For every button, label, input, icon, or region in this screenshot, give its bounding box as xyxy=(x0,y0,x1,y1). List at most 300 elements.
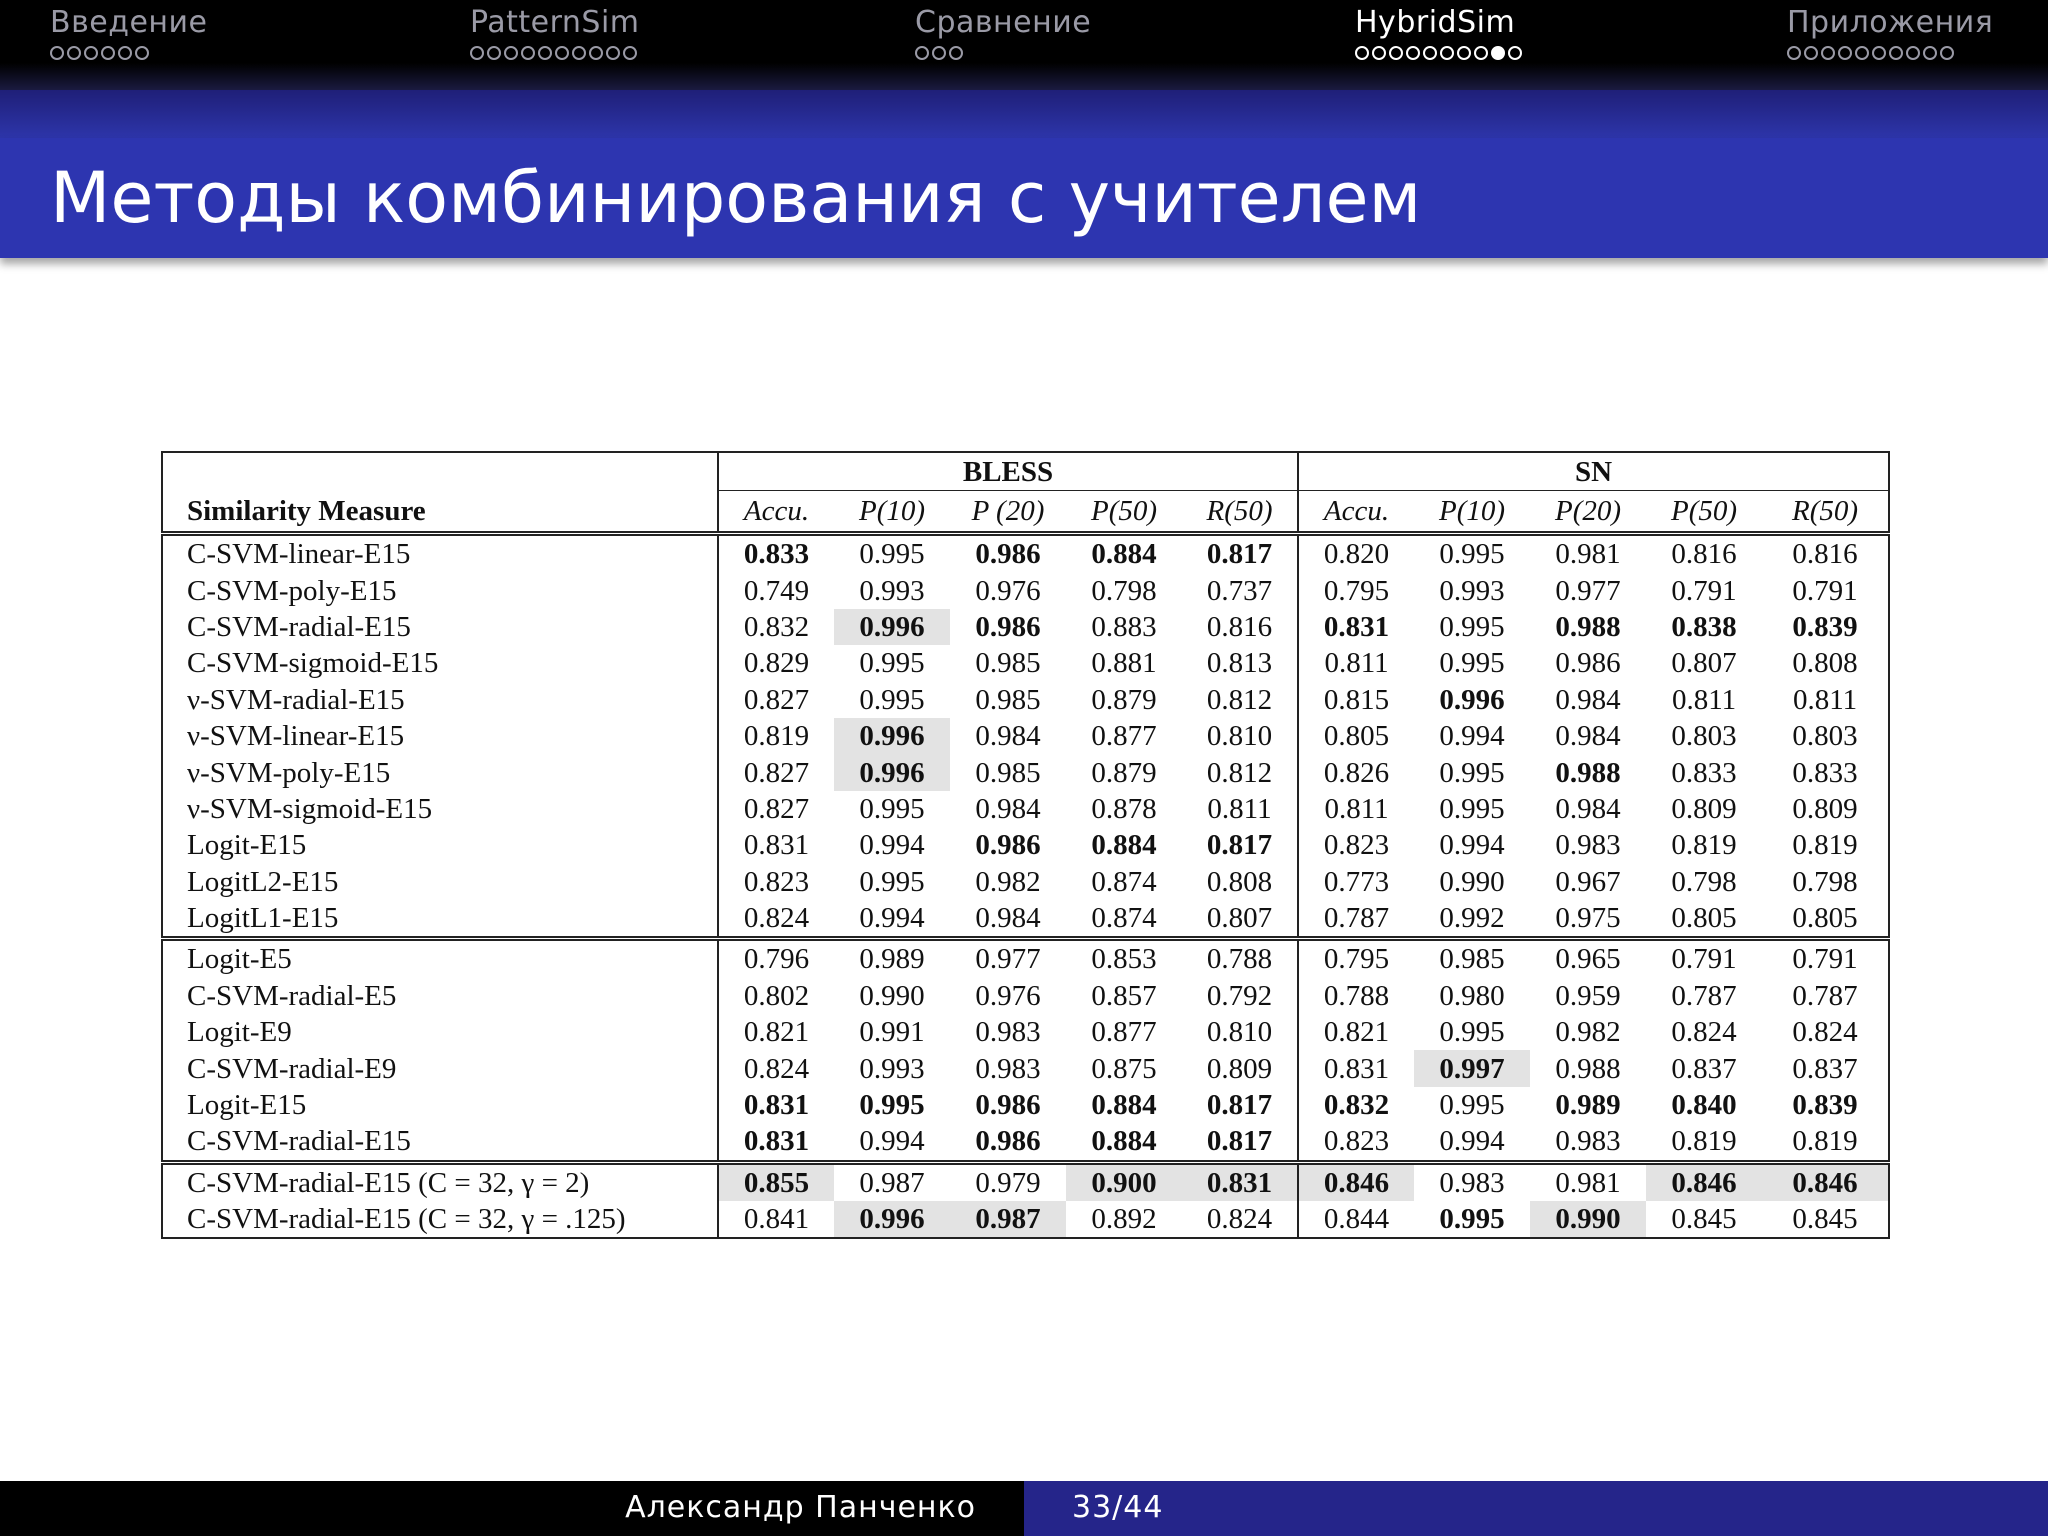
nav-progress-dot[interactable] xyxy=(101,46,115,60)
table-cell: 0.977 xyxy=(1555,574,1621,607)
table-cell: 0.988 xyxy=(1555,610,1621,643)
table-cell: 0.817 xyxy=(1182,1087,1298,1123)
table-cell: 0.824 xyxy=(743,1052,810,1085)
row-measure-name: LogitL1-E15 xyxy=(162,900,718,939)
table-cell: 0.791 xyxy=(1762,939,1889,978)
nav-progress-dot[interactable] xyxy=(1406,46,1420,60)
nav-progress-dot[interactable] xyxy=(84,46,98,60)
table-cell: 0.737 xyxy=(1182,572,1298,608)
table-row xyxy=(162,1050,1889,1086)
table-cell: 0.819 xyxy=(1646,1123,1762,1162)
table-cell: 0.798 xyxy=(1091,574,1157,607)
column-header: R(50) xyxy=(1182,491,1298,534)
table-cell: 0.808 xyxy=(1182,864,1298,900)
table-cell: 0.802 xyxy=(743,979,810,1012)
table-cell: 0.817 xyxy=(1182,827,1298,863)
table-cell: 0.831 xyxy=(1323,1052,1390,1085)
table-cell: 0.831 xyxy=(743,829,810,862)
table-cell: 0.983 xyxy=(1530,1123,1646,1162)
table-cell: 0.984 xyxy=(975,720,1041,753)
column-header: P(50) xyxy=(1066,491,1182,534)
table-body xyxy=(162,534,1889,1239)
table-cell: 0.841 xyxy=(718,1201,834,1238)
table-cell: 0.983 xyxy=(975,1052,1041,1085)
table-cell: 0.846 xyxy=(1762,1162,1889,1201)
table-cell: 0.812 xyxy=(1182,682,1298,718)
table-cell: 0.884 xyxy=(1091,1089,1157,1122)
table-cell: 0.883 xyxy=(1091,610,1157,643)
table-cell: 0.813 xyxy=(1182,645,1298,681)
table-cell: 0.796 xyxy=(718,939,834,978)
table-cell: 0.959 xyxy=(1555,979,1621,1012)
table-cell: 0.983 xyxy=(1555,829,1621,862)
table-cell: 0.983 xyxy=(1414,1162,1530,1201)
table-cell: 0.807 xyxy=(1182,900,1298,939)
table-row xyxy=(162,534,1889,573)
footer-author-panel xyxy=(0,1481,1024,1536)
table-cell: 0.819 xyxy=(1762,827,1889,863)
table-cell: 0.837 xyxy=(1762,1050,1889,1086)
nav-progress-dot[interactable] xyxy=(555,46,569,60)
table-cell: 0.995 xyxy=(1439,756,1505,789)
column-header: Accu. xyxy=(718,491,834,534)
nav-progress-dot[interactable] xyxy=(538,46,552,60)
table-row xyxy=(162,718,1889,754)
nav-section-title: Сравнение xyxy=(915,5,1092,40)
table-row xyxy=(162,978,1889,1014)
table-cell: 0.994 xyxy=(1439,829,1505,862)
table-cell: 0.798 xyxy=(1762,864,1889,900)
table-cell: 0.990 xyxy=(859,979,925,1012)
table-cell: 0.827 xyxy=(743,756,810,789)
nav-progress-dot[interactable] xyxy=(521,46,535,60)
table-cell: 0.810 xyxy=(1182,1014,1298,1050)
group-header-row xyxy=(162,452,1889,491)
table-row xyxy=(162,1087,1889,1123)
table-cell: 0.989 xyxy=(1555,1089,1621,1122)
table-cell: 0.996 xyxy=(1439,683,1505,716)
table-cell: 0.994 xyxy=(834,900,950,939)
nav-progress-dot[interactable] xyxy=(932,46,946,60)
table-cell: 0.995 xyxy=(1439,647,1505,680)
table-cell: 0.995 xyxy=(1414,1201,1530,1238)
table-cell: 0.819 xyxy=(1671,829,1737,862)
table-cell: 0.994 xyxy=(1439,720,1505,753)
nav-progress-dot[interactable] xyxy=(1855,46,1869,60)
nav-progress-dot[interactable] xyxy=(1440,46,1454,60)
table-cell: 0.878 xyxy=(1091,792,1157,825)
row-measure-name: ν-SVM-linear-E15 xyxy=(162,718,718,754)
nav-progress-dot[interactable] xyxy=(1787,46,1801,60)
table-cell: 0.810 xyxy=(1182,718,1298,754)
table-cell: 0.805 xyxy=(1762,900,1889,939)
table-cell: 0.839 xyxy=(1762,1087,1889,1123)
nav-progress-dot[interactable] xyxy=(949,46,963,60)
table-cell: 0.892 xyxy=(1066,1201,1182,1238)
table-cell: 0.857 xyxy=(1091,979,1157,1012)
nav-progress-dots xyxy=(1787,46,1993,60)
table-cell: 0.831 xyxy=(1182,1162,1298,1201)
table-cell: 0.993 xyxy=(859,1052,925,1085)
table-cell: 0.795 xyxy=(1298,939,1414,978)
table-cell: 0.985 xyxy=(975,683,1041,716)
column-header: P(10) xyxy=(1414,491,1530,534)
table-cell: 0.900 xyxy=(1066,1162,1182,1201)
table-cell: 0.824 xyxy=(718,900,834,939)
table-cell: 0.788 xyxy=(1323,979,1390,1012)
table-cell: 0.819 xyxy=(743,720,810,753)
table-cell: 0.879 xyxy=(1091,683,1157,716)
table-cell: 0.832 xyxy=(1323,1089,1390,1122)
table-cell: 0.986 xyxy=(1555,647,1621,680)
nav-section-hybridsim[interactable] xyxy=(1355,4,1522,60)
table-cell: 0.787 xyxy=(1762,978,1889,1014)
nav-progress-dot[interactable] xyxy=(1508,46,1522,60)
nav-progress-dot[interactable] xyxy=(1872,46,1886,60)
table-cell: 0.995 xyxy=(1439,1016,1505,1049)
table-cell: 0.821 xyxy=(743,1016,810,1049)
table-cell: 0.986 xyxy=(975,538,1041,571)
row-measure-name: C-SVM-radial-E5 xyxy=(162,978,718,1014)
nav-progress-dot[interactable] xyxy=(487,46,501,60)
nav-progress-dot[interactable] xyxy=(1889,46,1903,60)
table-cell: 0.809 xyxy=(1671,792,1737,825)
row-measure-name: C-SVM-poly-E15 xyxy=(162,572,718,608)
nav-progress-dot[interactable] xyxy=(118,46,132,60)
table-cell: 0.995 xyxy=(859,865,925,898)
table-cell: 0.995 xyxy=(859,792,925,825)
nav-progress-dot[interactable] xyxy=(1838,46,1852,60)
row-measure-name: ν-SVM-radial-E15 xyxy=(162,682,718,718)
table-row xyxy=(162,900,1889,939)
nav-section-title: HybridSim xyxy=(1355,5,1516,40)
table-cell: 0.824 xyxy=(1762,1014,1889,1050)
table-row xyxy=(162,827,1889,863)
table-cell: 0.990 xyxy=(1439,865,1505,898)
nav-progress-dot[interactable] xyxy=(67,46,81,60)
table-cell: 0.979 xyxy=(950,1162,1066,1201)
table-row xyxy=(162,645,1889,681)
table-cell: 0.809 xyxy=(1762,791,1889,827)
table-cell: 0.994 xyxy=(859,829,925,862)
table-cell: 0.823 xyxy=(1323,829,1390,862)
column-header: P(50) xyxy=(1646,491,1762,534)
table-cell: 0.884 xyxy=(1091,829,1157,862)
nav-progress-dot[interactable] xyxy=(1372,46,1386,60)
table-cell: 0.988 xyxy=(1555,1052,1621,1085)
table-cell: 0.990 xyxy=(1530,1201,1646,1238)
footer-author: Александр Панченко xyxy=(625,1490,976,1525)
row-measure-name: Logit-E5 xyxy=(162,939,718,978)
table-cell: 0.798 xyxy=(1671,865,1737,898)
nav-progress-dot[interactable] xyxy=(504,46,518,60)
nav-progress-dot[interactable] xyxy=(606,46,620,60)
table-cell: 0.967 xyxy=(1555,865,1621,898)
column-header: R(50) xyxy=(1762,491,1889,534)
table-cell: 0.986 xyxy=(975,829,1041,862)
nav-progress-dots xyxy=(915,46,1091,60)
table-cell: 0.984 xyxy=(950,900,1066,939)
table-cell: 0.996 xyxy=(834,609,950,645)
table-cell: 0.791 xyxy=(1762,572,1889,608)
nav-progress-dot[interactable] xyxy=(623,46,637,60)
table-cell: 0.817 xyxy=(1182,534,1298,573)
nav-progress-dots xyxy=(50,46,208,60)
table-cell: 0.976 xyxy=(975,979,1041,1012)
table-cell: 0.819 xyxy=(1762,1123,1889,1162)
nav-progress-dot[interactable] xyxy=(1906,46,1920,60)
row-measure-name: ν-SVM-sigmoid-E15 xyxy=(162,791,718,827)
nav-progress-dot[interactable] xyxy=(1491,46,1505,60)
table-cell: 0.792 xyxy=(1182,978,1298,1014)
table-cell: 0.811 xyxy=(1324,647,1389,680)
nav-progress-dot[interactable] xyxy=(572,46,586,60)
nav-progress-dot[interactable] xyxy=(135,46,149,60)
table-cell: 0.986 xyxy=(975,1089,1041,1122)
table-cell: 0.824 xyxy=(1182,1201,1298,1238)
table-cell: 0.976 xyxy=(975,574,1041,607)
table-cell: 0.995 xyxy=(859,647,925,680)
table-cell: 0.994 xyxy=(1414,1123,1530,1162)
table-cell: 0.816 xyxy=(1671,538,1737,571)
row-measure-name: Logit-E15 xyxy=(162,827,718,863)
table-cell: 0.985 xyxy=(975,756,1041,789)
nav-section-patternsim[interactable] xyxy=(470,4,640,60)
table-cell: 0.877 xyxy=(1091,1016,1157,1049)
row-measure-name: C-SVM-linear-E15 xyxy=(162,534,718,573)
table-cell: 0.996 xyxy=(834,754,950,790)
group-header-sn: SN xyxy=(1298,452,1889,491)
table-cell: 0.855 xyxy=(718,1162,834,1201)
table-row xyxy=(162,1014,1889,1050)
table-cell: 0.791 xyxy=(1671,574,1737,607)
table-cell: 0.787 xyxy=(1671,979,1737,1012)
table-cell: 0.845 xyxy=(1762,1201,1889,1238)
nav-progress-dot[interactable] xyxy=(1923,46,1937,60)
footer-page-panel xyxy=(1024,1481,2048,1536)
table-cell: 0.808 xyxy=(1762,645,1889,681)
table-cell: 0.773 xyxy=(1323,865,1390,898)
table-cell: 0.984 xyxy=(1555,720,1621,753)
table-cell: 0.831 xyxy=(1323,610,1390,643)
table-cell: 0.884 xyxy=(1091,538,1157,571)
table-cell: 0.965 xyxy=(1530,939,1646,978)
table-cell: 0.884 xyxy=(1066,1123,1182,1162)
group-header-bless: BLESS xyxy=(718,452,1298,491)
table-cell: 0.823 xyxy=(1298,1123,1414,1162)
table-cell: 0.995 xyxy=(1439,538,1505,571)
row-measure-name: C-SVM-radial-E15 xyxy=(162,1123,718,1162)
table-cell: 0.812 xyxy=(1182,754,1298,790)
row-measure-name: LogitL2-E15 xyxy=(162,864,718,900)
table-cell: 0.821 xyxy=(1323,1016,1390,1049)
top-navigation xyxy=(0,0,2048,90)
slide-title: Методы комбинирования с учителем xyxy=(50,157,1422,239)
table-cell: 0.875 xyxy=(1091,1052,1157,1085)
table-cell: 0.791 xyxy=(1646,939,1762,978)
table-cell: 0.997 xyxy=(1414,1050,1530,1086)
table-cell: 0.839 xyxy=(1762,609,1889,645)
table-cell: 0.984 xyxy=(1555,683,1621,716)
table-row xyxy=(162,1123,1889,1162)
table-cell: 0.995 xyxy=(1439,1089,1505,1122)
column-header-measure: Similarity Measure xyxy=(162,491,718,534)
table-row xyxy=(162,864,1889,900)
table-cell: 0.986 xyxy=(975,610,1041,643)
nav-section-title: Приложения xyxy=(1787,5,1994,40)
row-measure-name: C-SVM-radial-E15 xyxy=(162,609,718,645)
table-cell: 0.846 xyxy=(1646,1162,1762,1201)
row-measure-name: C-SVM-sigmoid-E15 xyxy=(162,645,718,681)
table-cell: 0.831 xyxy=(718,1123,834,1162)
table-row xyxy=(162,1162,1889,1201)
column-header-row xyxy=(162,491,1889,534)
table-cell: 0.977 xyxy=(950,939,1066,978)
group-header-empty xyxy=(162,452,718,491)
table-cell: 0.833 xyxy=(1762,754,1889,790)
table-cell: 0.833 xyxy=(1671,756,1737,789)
column-header: Accu. xyxy=(1298,491,1414,534)
table-cell: 0.807 xyxy=(1671,647,1737,680)
table-row xyxy=(162,1201,1889,1238)
table-cell: 0.845 xyxy=(1646,1201,1762,1238)
table-cell: 0.877 xyxy=(1091,720,1157,753)
table-cell: 0.846 xyxy=(1298,1162,1414,1201)
table-cell: 0.811 xyxy=(1762,682,1889,718)
footer xyxy=(0,1481,2048,1536)
nav-section-title: PatternSim xyxy=(470,5,640,40)
table-cell: 0.980 xyxy=(1439,979,1505,1012)
table-cell: 0.987 xyxy=(950,1201,1066,1238)
nav-progress-dot[interactable] xyxy=(470,46,484,60)
table-cell: 0.803 xyxy=(1762,718,1889,754)
nav-section-title: Введение xyxy=(50,5,208,40)
table-cell: 0.984 xyxy=(975,792,1041,825)
table-cell: 0.982 xyxy=(975,865,1041,898)
table-cell: 0.833 xyxy=(743,538,810,571)
table-cell: 0.829 xyxy=(743,647,810,680)
table-cell: 0.832 xyxy=(743,610,810,643)
column-header: P (20) xyxy=(950,491,1066,534)
table-cell: 0.995 xyxy=(1439,792,1505,825)
table-cell: 0.816 xyxy=(1762,534,1889,573)
table-row xyxy=(162,754,1889,790)
nav-progress-dot[interactable] xyxy=(589,46,603,60)
table-cell: 0.984 xyxy=(1555,792,1621,825)
table-cell: 0.995 xyxy=(1439,610,1505,643)
table-cell: 0.993 xyxy=(859,574,925,607)
table-cell: 0.996 xyxy=(834,1201,950,1238)
table-row xyxy=(162,609,1889,645)
column-header: P(20) xyxy=(1530,491,1646,534)
nav-progress-dot[interactable] xyxy=(915,46,929,60)
table-cell: 0.795 xyxy=(1323,574,1390,607)
table-cell: 0.881 xyxy=(1091,647,1157,680)
nav-progress-dot[interactable] xyxy=(1423,46,1437,60)
table-cell: 0.827 xyxy=(743,792,810,825)
table-cell: 0.992 xyxy=(1414,900,1530,939)
title-bar xyxy=(0,138,2048,258)
nav-progress-dots xyxy=(1355,46,1522,60)
table-cell: 0.853 xyxy=(1066,939,1182,978)
table-cell: 0.879 xyxy=(1091,756,1157,789)
table-cell: 0.995 xyxy=(859,1089,925,1122)
nav-progress-dots xyxy=(470,46,640,60)
table-cell: 0.811 xyxy=(1182,791,1298,827)
table-cell: 0.826 xyxy=(1323,756,1390,789)
table-cell: 0.837 xyxy=(1671,1052,1737,1085)
table-cell: 0.811 xyxy=(1671,683,1737,716)
table-cell: 0.815 xyxy=(1323,683,1390,716)
table-row xyxy=(162,682,1889,718)
nav-progress-dot[interactable] xyxy=(1940,46,1954,60)
table-cell: 0.838 xyxy=(1671,610,1737,643)
table-cell: 0.993 xyxy=(1439,574,1505,607)
table-cell: 0.811 xyxy=(1324,792,1389,825)
nav-section-comparison[interactable] xyxy=(915,4,1091,60)
row-measure-name: Logit-E15 xyxy=(162,1087,718,1123)
table-cell: 0.840 xyxy=(1671,1089,1737,1122)
nav-progress-dot[interactable] xyxy=(50,46,64,60)
table-cell: 0.989 xyxy=(834,939,950,978)
table-cell: 0.986 xyxy=(950,1123,1066,1162)
table-cell: 0.981 xyxy=(1555,538,1621,571)
table-cell: 0.982 xyxy=(1555,1016,1621,1049)
table-cell: 0.995 xyxy=(859,538,925,571)
nav-progress-dot[interactable] xyxy=(1804,46,1818,60)
results-table xyxy=(161,451,1890,1239)
table-cell: 0.988 xyxy=(1555,756,1621,789)
row-measure-name: C-SVM-radial-E15 (C = 32, γ = .125) xyxy=(162,1201,718,1238)
table-row xyxy=(162,791,1889,827)
header-band xyxy=(0,90,2048,138)
nav-progress-dot[interactable] xyxy=(1389,46,1403,60)
table-row xyxy=(162,572,1889,608)
table-cell: 0.987 xyxy=(834,1162,950,1201)
table-cell: 0.827 xyxy=(743,683,810,716)
nav-progress-dot[interactable] xyxy=(1457,46,1471,60)
nav-progress-dot[interactable] xyxy=(1355,46,1369,60)
row-measure-name: Logit-E9 xyxy=(162,1014,718,1050)
table-cell: 0.788 xyxy=(1182,939,1298,978)
table-cell: 0.831 xyxy=(743,1089,810,1122)
table-cell: 0.805 xyxy=(1323,720,1390,753)
table-cell: 0.983 xyxy=(975,1016,1041,1049)
nav-progress-dot[interactable] xyxy=(1474,46,1488,60)
table-cell: 0.816 xyxy=(1182,609,1298,645)
table-cell: 0.991 xyxy=(859,1016,925,1049)
table-cell: 0.995 xyxy=(859,683,925,716)
table-cell: 0.985 xyxy=(975,647,1041,680)
table-row xyxy=(162,939,1889,978)
table-cell: 0.996 xyxy=(834,718,950,754)
table-cell: 0.805 xyxy=(1646,900,1762,939)
nav-progress-dot[interactable] xyxy=(1821,46,1835,60)
nav-section-applications[interactable] xyxy=(1787,4,1993,60)
table-cell: 0.823 xyxy=(743,865,810,898)
nav-section-introduction[interactable] xyxy=(50,4,208,60)
table-cell: 0.994 xyxy=(834,1123,950,1162)
table-cell: 0.981 xyxy=(1530,1162,1646,1201)
table-cell: 0.985 xyxy=(1414,939,1530,978)
column-header: P(10) xyxy=(834,491,950,534)
table-cell: 0.874 xyxy=(1091,865,1157,898)
row-measure-name: C-SVM-radial-E15 (C = 32, γ = 2) xyxy=(162,1162,718,1201)
table-cell: 0.787 xyxy=(1298,900,1414,939)
page-number: 33/44 xyxy=(1072,1490,1164,1525)
table-cell: 0.975 xyxy=(1530,900,1646,939)
table-cell: 0.749 xyxy=(743,574,810,607)
